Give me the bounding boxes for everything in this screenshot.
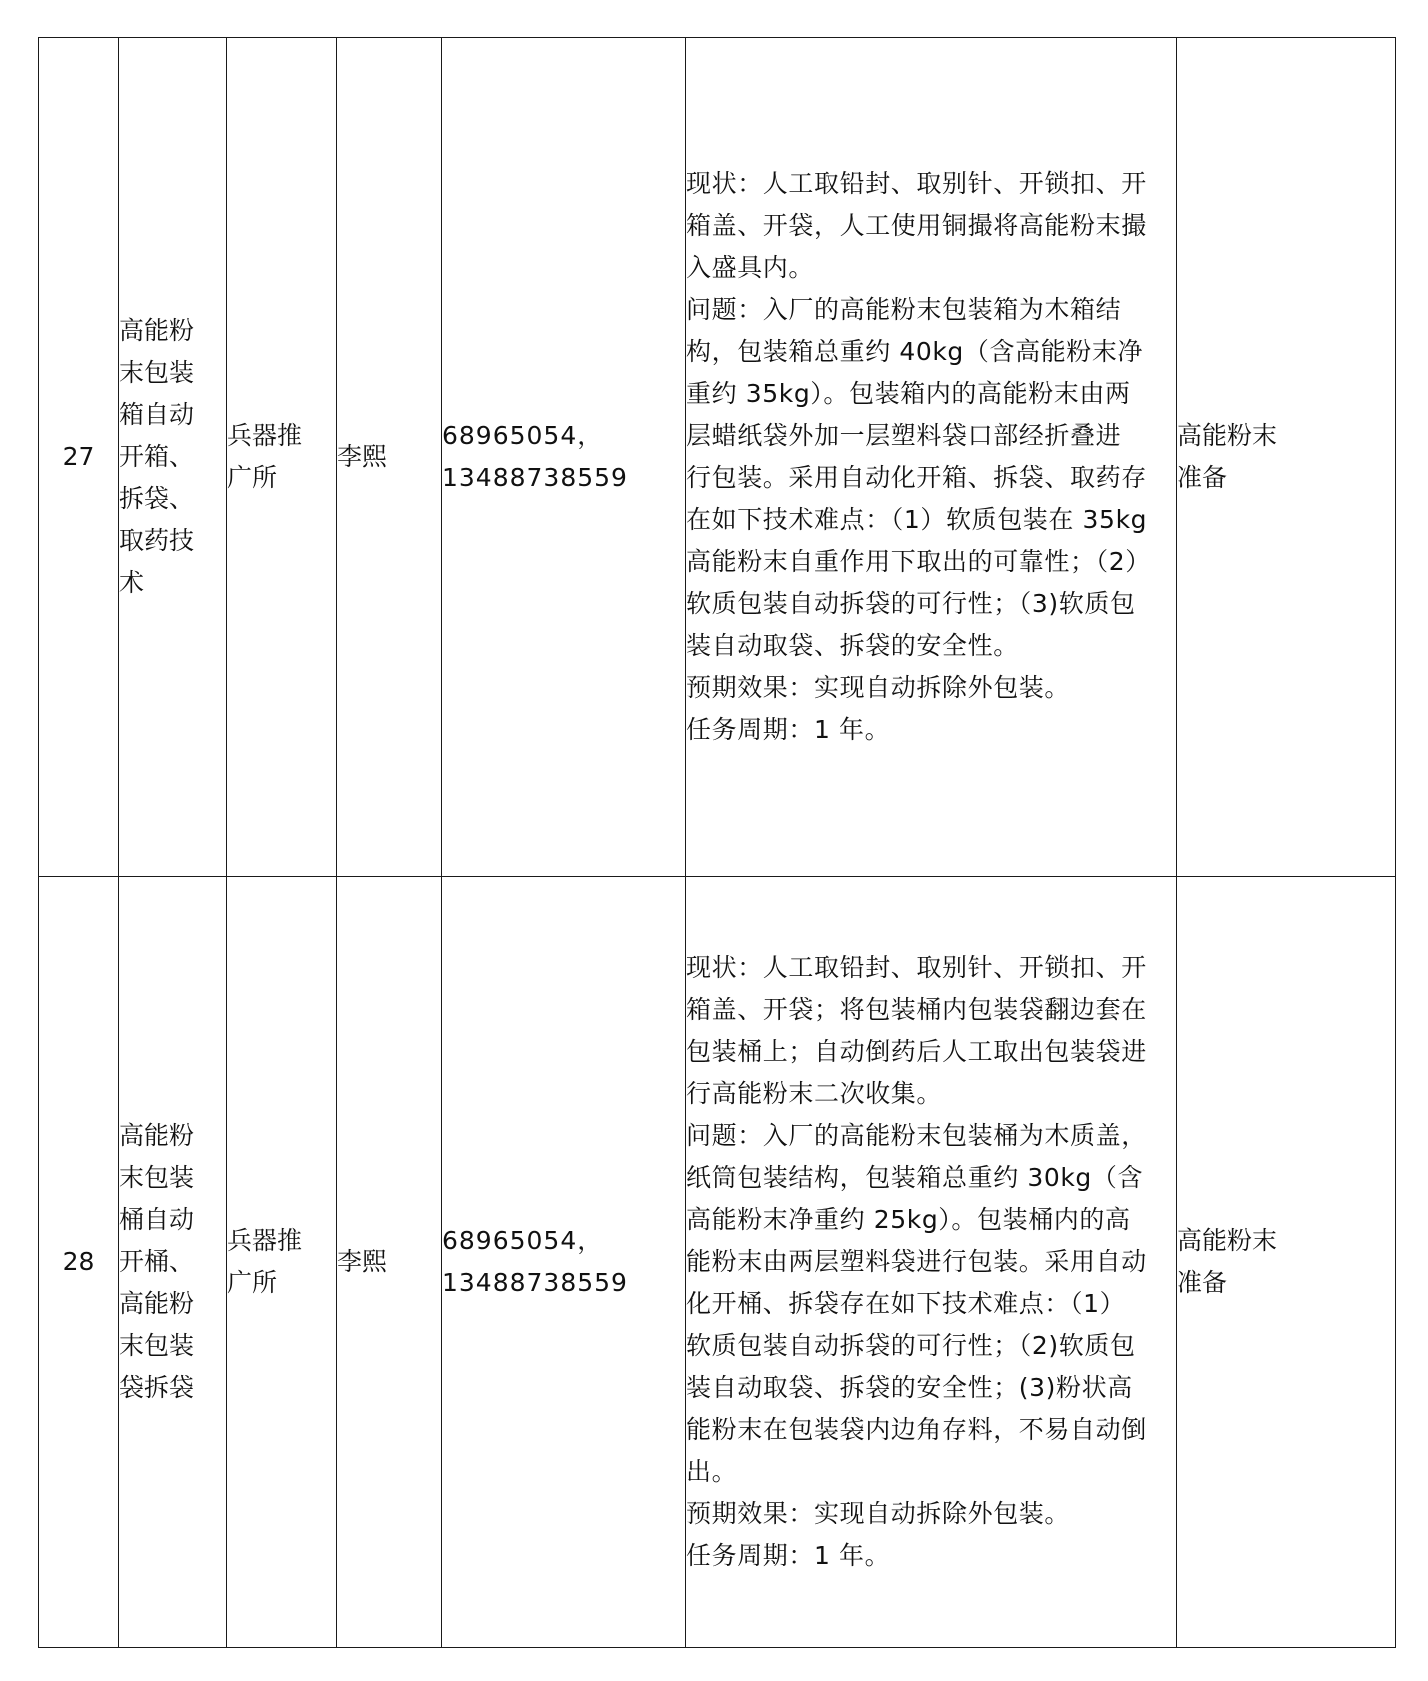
description-line: 装自动取袋、拆袋的安全性；(3)粉状高 <box>686 1373 1133 1402</box>
category-line: 准备 <box>1177 1268 1228 1297</box>
project-name-line: 取药技 <box>119 526 195 555</box>
description <box>686 877 1177 1648</box>
description-line: 预期效果：实现自动拆除外包装。 <box>686 673 1071 702</box>
description-line: 现状：人工取铅封、取别针、开锁扣、开 <box>686 169 1147 198</box>
project-table <box>38 37 1396 1648</box>
description-line: 包装桶上；自动倒药后人工取出包装袋进 <box>686 1037 1147 1066</box>
description-line: 问题：入厂的高能粉末包装箱为木箱结 <box>686 295 1122 324</box>
description-line: 软质包装自动拆袋的可行性；（2)软质包 <box>686 1331 1136 1360</box>
unit-line: 广所 <box>227 1268 278 1297</box>
description-line: 入盛具内。 <box>686 253 815 282</box>
description-line: 高能粉末自重作用下取出的可靠性；（2） <box>686 547 1151 576</box>
project-name-line: 袋拆袋 <box>119 1373 195 1402</box>
category <box>1177 38 1396 877</box>
description-line: 预期效果：实现自动拆除外包装。 <box>686 1499 1071 1528</box>
description-line: 层蜡纸袋外加一层塑料袋口部经折叠进 <box>686 421 1122 450</box>
description-line: 箱盖、开袋，人工使用铜撮将高能粉末撮 <box>686 211 1147 240</box>
description-line: 化开桶、拆袋存在如下技术难点：（1） <box>686 1289 1126 1318</box>
contact-phone <box>442 877 686 1648</box>
table-row <box>39 38 1396 877</box>
category-line: 准备 <box>1177 463 1228 492</box>
unit-line: 广所 <box>227 463 278 492</box>
description-line: 行包装。采用自动化开箱、拆袋、取药存 <box>686 463 1147 492</box>
unit <box>227 877 337 1648</box>
row-index: 28 <box>39 877 119 1648</box>
description-line: 构，包装箱总重约 40kg（含高能粉末净 <box>686 337 1144 366</box>
phone-line: 13488738559 <box>442 463 628 492</box>
category-line: 高能粉末 <box>1177 1226 1278 1255</box>
project-name-line: 箱自动 <box>119 400 195 429</box>
project-name-line: 开箱、 <box>119 442 195 471</box>
phone-line: 13488738559 <box>442 1268 628 1297</box>
project-name <box>119 877 227 1648</box>
description-line: 箱盖、开袋；将包装桶内包装袋翻边套在 <box>686 995 1147 1024</box>
project-name <box>119 38 227 877</box>
project-name-line: 术 <box>119 568 145 597</box>
description-line: 任务周期：1 年。 <box>686 1541 891 1570</box>
description-line: 能粉末由两层塑料袋进行包装。采用自动 <box>686 1247 1147 1276</box>
description-line: 行高能粉末二次收集。 <box>686 1079 943 1108</box>
phone-line: 68965054， <box>442 1226 604 1255</box>
project-name-line: 桶自动 <box>119 1205 195 1234</box>
description-line: 高能粉末净重约 25kg）。包装桶内的高 <box>686 1205 1131 1234</box>
description-line: 纸筒包装结构，包装箱总重约 30kg（含 <box>686 1163 1144 1192</box>
category <box>1177 877 1396 1648</box>
project-name-line: 高能粉 <box>119 316 195 345</box>
phone-line: 68965054， <box>442 421 604 450</box>
description-line: 问题：入厂的高能粉末包装桶为木质盖， <box>686 1121 1147 1150</box>
project-name-line: 开桶、 <box>119 1247 195 1276</box>
project-name-line: 高能粉 <box>119 1289 195 1318</box>
description-line: 现状：人工取铅封、取别针、开锁扣、开 <box>686 953 1147 982</box>
table-row <box>39 877 1396 1648</box>
description-line: 软质包装自动拆袋的可行性；（3)软质包 <box>686 589 1136 618</box>
unit <box>227 38 337 877</box>
description <box>686 38 1177 877</box>
unit-line: 兵器推 <box>227 421 303 450</box>
project-name-line: 拆袋、 <box>119 484 195 513</box>
project-name-line: 末包装 <box>119 1163 195 1192</box>
contact-person: 李熙 <box>337 877 442 1648</box>
unit-line: 兵器推 <box>227 1226 303 1255</box>
row-index: 27 <box>39 38 119 877</box>
description-line: 装自动取袋、拆袋的安全性。 <box>686 631 1019 660</box>
description-line: 任务周期：1 年。 <box>686 715 891 744</box>
category-line: 高能粉末 <box>1177 421 1278 450</box>
contact-phone <box>442 38 686 877</box>
description-line: 重约 35kg）。包装箱内的高能粉末由两 <box>686 379 1131 408</box>
contact-person: 李熙 <box>337 38 442 877</box>
description-line: 能粉末在包装袋内边角存料，不易自动倒 <box>686 1415 1147 1444</box>
description-line: 在如下技术难点：（1）软质包装在 35kg <box>686 505 1148 534</box>
project-name-line: 末包装 <box>119 1331 195 1360</box>
description-line: 出。 <box>686 1457 738 1486</box>
project-name-line: 高能粉 <box>119 1121 195 1150</box>
project-name-line: 末包装 <box>119 358 195 387</box>
